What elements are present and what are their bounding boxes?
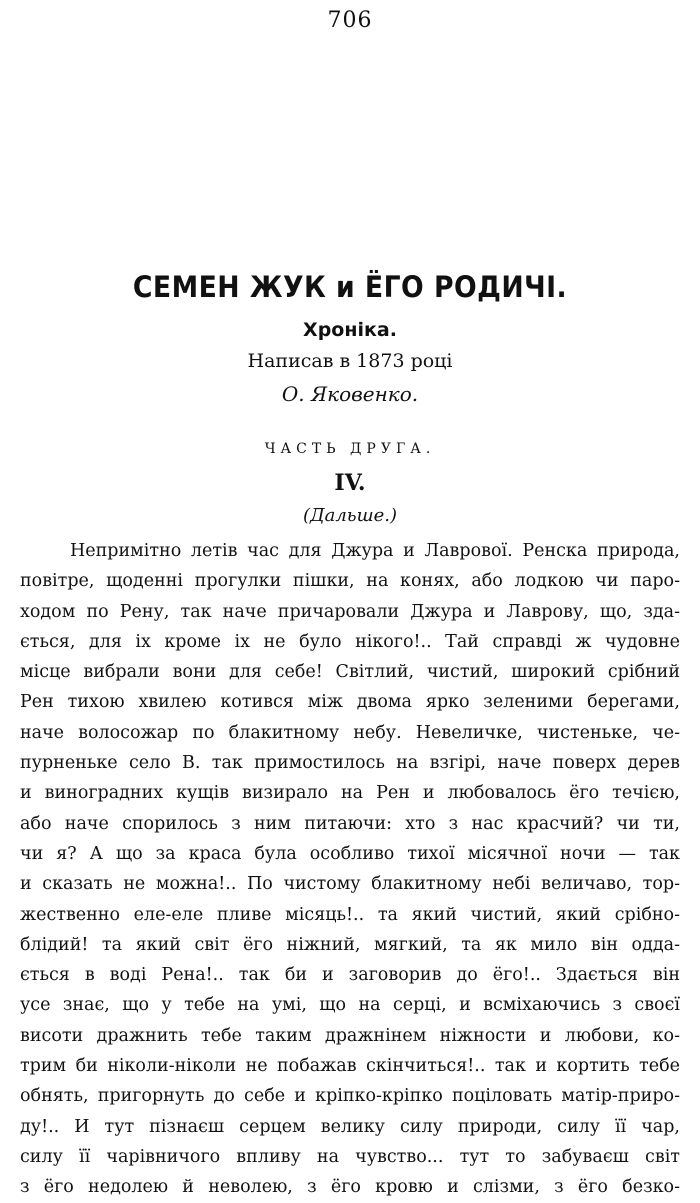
text-line: силу її чарівничого впливу на чувство... тут то забуваєш світ (20, 1146, 680, 1167)
text-line: трим би ніколи-ніколи не побажав скінчиться!.. так и кортить тебе (20, 1056, 680, 1077)
text-line: ється, для іх кроме іх не було нікого!.. Тай справді ж чудовне (20, 631, 680, 652)
text-line: або наче спорилось з ним питаючи: хто з нас красчий? чи ти, (20, 813, 680, 834)
text-line: обнять, пригорнуть до себе и кріпко-кріпко поціловать матір-приро- (20, 1086, 680, 1107)
text-line: пурненьке село В. так примостилось на взгірі, наче поверх дерев (20, 753, 680, 774)
author-name: О. Яковенко. (281, 382, 419, 406)
text-line: и виноградних кущів визирало на Рен и любовалось ёго течією, (20, 783, 680, 804)
text-line: ється в воді Рена!.. так би и заговорив до ёго!.. Здається він (20, 965, 680, 986)
body-text (20, 536, 680, 1203)
text-line: чи я? А що за краса була особливо тихої місячної ночи — так (20, 843, 680, 864)
text-line: и сказать не можна!.. По чистому блакитному небі величаво, тор- (20, 874, 680, 895)
text-line: усе знає, що у тебе на умі, що на серці, и всміхаючись з своєї (20, 995, 680, 1016)
text-line: з ёго недолею й неволею, з ёго кровю и слізми, з ёго безко- (20, 1177, 680, 1198)
text-line: повітре, щоденні прогулки пішки, на конях, або лодкою чи паро- (20, 571, 680, 592)
text-line: місце вибрали вони для себе! Світлий, чистий, широкий срібний (20, 662, 680, 683)
text-line: ду!.. И тут пізнаєш серцем велику силу природи, силу її чар, (20, 1116, 680, 1137)
text-line: жественно еле-еле пливе місяць!.. та який чистий, який срібно- (20, 904, 680, 925)
text-line: Непримітно летів час для Джура и Лаврової. Ренска природа, (70, 541, 680, 561)
chronicle-title: СЕМЕН ЖУК и ЁГО РОДИЧІ. (132, 270, 568, 304)
continued-note: (Дальше.) (302, 505, 398, 526)
text-line: наче волосожар по блакитному небу. Невеличке, чистеньке, че- (20, 722, 680, 743)
written-year-line: Написав в 1873 році (247, 350, 453, 372)
text-line: ходом по Рену, так наче причаровали Джура и Лаврову, що, зда- (20, 601, 680, 622)
chapter-number: IV. (334, 470, 366, 496)
text-line: висоти дражнить тебе таким дражнінем ніжности и любови, ко- (20, 1025, 680, 1046)
text-line: Рен тихою хвилею котився між двома ярко зеленими берегами, (20, 692, 680, 713)
page-number: 706 (327, 8, 373, 33)
text-line: блідий! та який світ ёго ніжний, мягкий, та як мило він одда- (20, 934, 680, 955)
part-heading: ЧАСТЬ ДРУГА. (264, 441, 436, 457)
genre-subtitle: Хроніка. (303, 319, 397, 341)
